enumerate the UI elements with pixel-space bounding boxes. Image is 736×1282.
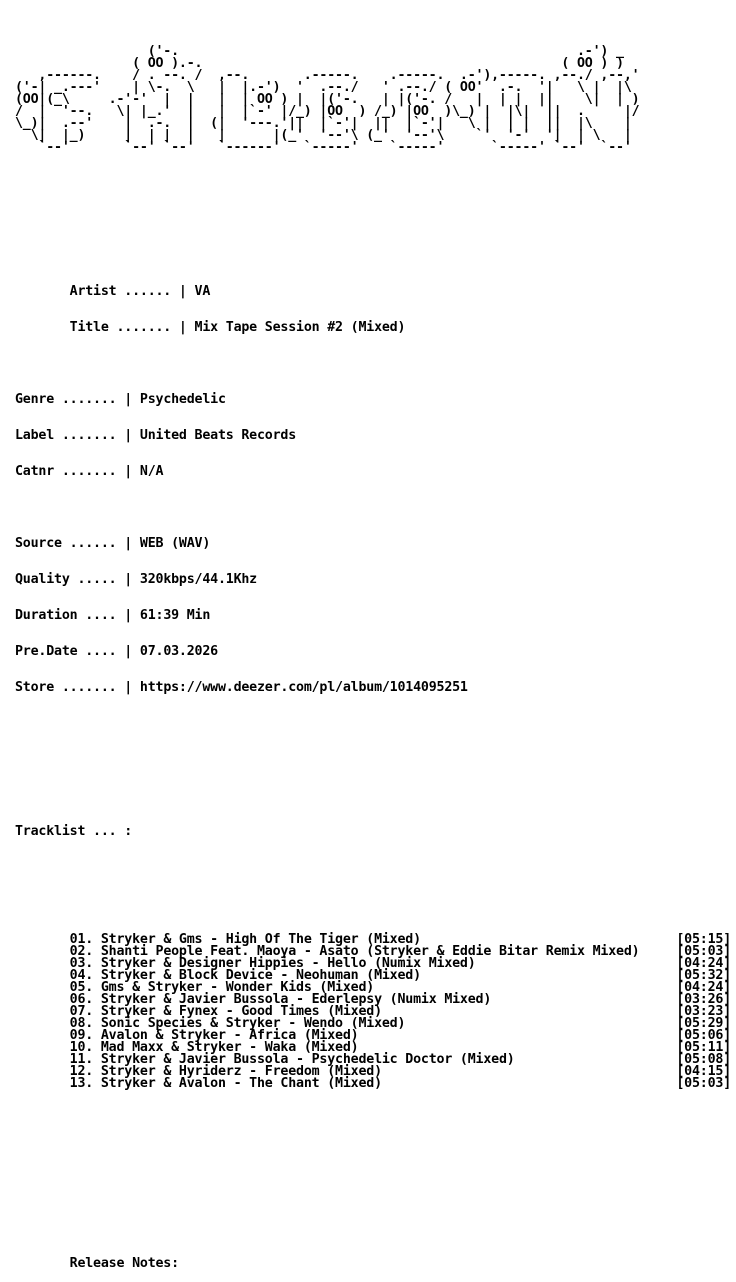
track-title: Stryker & Avalon - The Chant (Mixed) bbox=[100, 1076, 382, 1091]
info-line-catnr: Catnr ....... | N/A bbox=[15, 464, 164, 479]
track-number: 12. bbox=[69, 1064, 94, 1079]
info-line-duration: Duration .... | 61:39 Min bbox=[15, 608, 211, 623]
track-duration: [05:29] bbox=[676, 1016, 731, 1031]
info-line-quality: Quality ..... | 320kbps/44.1Khz bbox=[15, 572, 257, 587]
track-duration: [05:11] bbox=[676, 1040, 731, 1055]
info-label-artist: Artist ...... bbox=[69, 284, 172, 299]
info-value-catnr: N/A bbox=[139, 464, 164, 479]
track-number: 09. bbox=[69, 1028, 94, 1043]
info-line-label: Label ....... | United Beats Records bbox=[15, 428, 297, 443]
track-duration: [05:06] bbox=[676, 1028, 731, 1043]
track-number: 05. bbox=[69, 980, 94, 995]
track-title: Stryker & Fynex - Good Times (Mixed) bbox=[100, 1004, 382, 1019]
track-number: 03. bbox=[69, 956, 94, 971]
track-number: 02. bbox=[69, 944, 94, 959]
tracklist-heading: Tracklist ... : bbox=[15, 824, 133, 839]
track-number: 01. bbox=[69, 932, 94, 947]
track-duration: [05:15] bbox=[676, 932, 731, 947]
track-number: 07. bbox=[69, 1004, 94, 1019]
track-duration: [05:08] bbox=[676, 1052, 731, 1067]
info-line-genre: Genre ....... | Psychedelic bbox=[15, 392, 226, 407]
track-title: Stryker & Javier Bussola - Ederlepsy (Numix Mixed) bbox=[100, 992, 492, 1007]
track-duration: [04:15] bbox=[676, 1064, 731, 1079]
track-title: Avalon & Stryker - Africa (Mixed) bbox=[100, 1028, 359, 1043]
release-notes-heading: Release Notes: bbox=[69, 1256, 179, 1271]
track-row bbox=[15, 1078, 731, 1090]
release-notes-line bbox=[15, 1258, 731, 1270]
info-label-genre: Genre ....... bbox=[15, 392, 117, 407]
info-line-predate: Pre.Date .... | 07.03.2026 bbox=[15, 644, 218, 659]
info-value-artist: VA bbox=[194, 284, 211, 299]
info-value-store: https://www.deezer.com/pl/album/1014095251 bbox=[139, 680, 468, 695]
info-label-label: Label ....... bbox=[15, 428, 117, 443]
track-title: Stryker & Block Device - Neohuman (Mixed) bbox=[100, 968, 421, 983]
info-line-store: Store ....... | https://www.deezer.com/pl/album/1014095251 bbox=[15, 680, 468, 695]
info-line-artist: Artist ...... | VA bbox=[69, 284, 211, 299]
track-title: Gms & Stryker - Wonder Kids (Mixed) bbox=[100, 980, 375, 995]
nfo-document bbox=[15, 22, 731, 1282]
info-line-source: Source ...... | WEB (WAV) bbox=[15, 536, 211, 551]
info-value-predate: 07.03.2026 bbox=[139, 644, 218, 659]
track-title: Stryker & Gms - High Of The Tiger (Mixed) bbox=[100, 932, 421, 947]
track-number: 11. bbox=[69, 1052, 94, 1067]
info-value-quality: 320kbps/44.1Khz bbox=[139, 572, 257, 587]
track-title: Sonic Species & Stryker - Wendo (Mixed) bbox=[100, 1016, 406, 1031]
track-duration: [05:03] bbox=[676, 1076, 731, 1091]
track-title: Shanti People Feat. Maoya - Asato (Stryker & Eddie Bitar Remix Mixed) bbox=[100, 944, 640, 959]
track-number: 10. bbox=[69, 1040, 94, 1055]
track-title: Stryker & Designer Hippies - Hello (Numix Mixed) bbox=[100, 956, 476, 971]
track-title: Stryker & Hyriderz - Freedom (Mixed) bbox=[100, 1064, 382, 1079]
track-duration: [04:24] bbox=[676, 980, 731, 995]
track-duration: [04:24] bbox=[676, 956, 731, 971]
info-value-source: WEB (WAV) bbox=[139, 536, 211, 551]
info-label-predate: Pre.Date .... bbox=[15, 644, 117, 659]
info-label-store: Store ....... bbox=[15, 680, 117, 695]
info-label-source: Source ...... bbox=[15, 536, 117, 551]
track-duration: [05:03] bbox=[676, 944, 731, 959]
info-value-label: United Beats Records bbox=[139, 428, 297, 443]
info-value-duration: 61:39 Min bbox=[139, 608, 211, 623]
track-number: 13. bbox=[69, 1076, 94, 1091]
info-label-duration: Duration .... bbox=[15, 608, 117, 623]
info-line-title: Title ....... | Mix Tape Session #2 (Mixed) bbox=[69, 320, 406, 335]
info-label-quality: Quality ..... bbox=[15, 572, 117, 587]
info-value-genre: Psychedelic bbox=[139, 392, 226, 407]
info-label-catnr: Catnr ....... bbox=[15, 464, 117, 479]
tracklist bbox=[15, 934, 731, 1090]
info-value-title: Mix Tape Session #2 (Mixed) bbox=[194, 320, 406, 335]
track-number: 06. bbox=[69, 992, 94, 1007]
track-duration: [03:26] bbox=[676, 992, 731, 1007]
track-duration: [05:32] bbox=[676, 968, 731, 983]
track-duration: [03:23] bbox=[676, 1004, 731, 1019]
info-label-title: Title ....... bbox=[69, 320, 172, 335]
track-title: Mad Maxx & Stryker - Waka (Mixed) bbox=[100, 1040, 359, 1055]
track-title: Stryker & Javier Bussola - Psychedelic Doctor (Mixed) bbox=[100, 1052, 515, 1067]
track-number: 04. bbox=[69, 968, 94, 983]
track-number: 08. bbox=[69, 1016, 94, 1031]
ascii-logo: ('-. .-') _ ( OO ).-. ( OO ) ) ,------. / . --. / ,--. .-----. .-----. .-'),-----. ,--./ ,--,' ('-| _.---' | \-. \ | |.-') ' .--./ ' .--./ ( OO' .-. '| \ | |\ (OO|(_\ .-'-' | | | | OO ) | |('-. | |('-. / | | | || \| | ) / | '--. \| |_.' | | |`-' |/_) |OO ) /_) |OO )\_) | |\| || . |/ \_)| .--' | .-. | (| '---.'|| |`-'| || |`-'| \ | | | || |\ | \| |_) | | | | | |(_' '--'\ (_' '--'\ `' '-' '| | \ | `--' `--' `--' `------' `-----' `-----' `-----' `--' `--' bbox=[15, 44, 640, 155]
